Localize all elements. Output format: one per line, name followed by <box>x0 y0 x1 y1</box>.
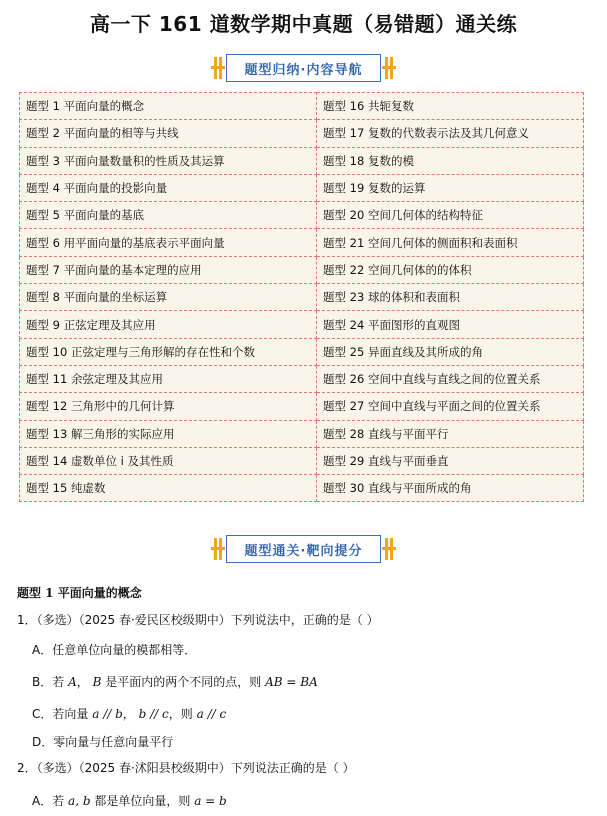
toc-item[interactable]: 题型 28 直线与平面平行 <box>317 420 584 447</box>
toc-item[interactable]: 题型 21 空间几何体的侧面积和表面积 <box>317 229 584 256</box>
q1-c-prefix: C．若向量 <box>32 707 89 721</box>
q1-b-point-b: B <box>92 675 102 689</box>
toc-row <box>20 311 584 338</box>
toc-item[interactable]: 题型 16 共轭复数 <box>317 93 584 120</box>
toc-row <box>20 475 584 502</box>
toc-item[interactable]: 题型 17 复数的代数表示法及其几何意义 <box>317 120 584 147</box>
q1-c-sep: ， <box>122 707 135 721</box>
toc-row <box>20 229 584 256</box>
section-heading: 题型 1 平面向量的概念 <box>17 586 142 600</box>
banner-label: 题型通关·靶向提分 <box>226 535 382 563</box>
q2-a-formula-1: a, b <box>68 794 91 808</box>
q2-a-formula-2: a = b <box>194 794 227 808</box>
q1-b-text: 是平面内的两个不同的点，则 <box>105 675 262 689</box>
toc-item[interactable]: 题型 30 直线与平面所成的角 <box>317 475 584 502</box>
toc-item[interactable]: 题型 13 解三角形的实际应用 <box>20 420 317 447</box>
toc-row <box>20 365 584 392</box>
toc-item[interactable]: 题型 1 平面向量的概念 <box>20 93 317 120</box>
toc-item[interactable]: 题型 5 平面向量的基底 <box>20 202 317 229</box>
toc-item[interactable]: 题型 18 复数的模 <box>317 147 584 174</box>
page-title: 高一下 161 道数学期中真题（易错题）通关练 <box>89 12 518 36</box>
toc-item[interactable]: 题型 19 复数的运算 <box>317 174 584 201</box>
toc-item[interactable]: 题型 23 球的体积和表面积 <box>317 284 584 311</box>
toc-item[interactable]: 题型 14 虚数单位 i 及其性质 <box>20 447 317 474</box>
toc-row <box>20 174 584 201</box>
toc-item[interactable]: 题型 25 异面直线及其所成的角 <box>317 338 584 365</box>
toc-item[interactable]: 题型 4 平面向量的投影向量 <box>20 174 317 201</box>
q1-c-formula-1: a // b <box>92 707 123 721</box>
toc-row <box>20 120 584 147</box>
toc-row <box>20 338 584 365</box>
q1-option-b <box>32 673 318 690</box>
toc-item[interactable]: 题型 3 平面向量数量积的性质及其运算 <box>20 147 317 174</box>
banner-left-ornament <box>214 57 222 79</box>
q1-b-point-a: A <box>68 675 77 689</box>
toc-row <box>20 420 584 447</box>
toc-row <box>20 447 584 474</box>
banner-label: 题型归纳·内容导航 <box>226 54 382 82</box>
q2-a-prefix: A．若 <box>32 794 65 808</box>
q2-a-text: 都是单位向量，则 <box>94 794 191 808</box>
q1-option-a: A．任意单位向量的模都相等． <box>32 643 197 657</box>
banner-right-ornament <box>385 57 393 79</box>
toc-row <box>20 93 584 120</box>
toc-row <box>20 256 584 283</box>
toc-item[interactable]: 题型 22 空间几何体的的体积 <box>317 256 584 283</box>
toc-row <box>20 147 584 174</box>
toc-item[interactable]: 题型 27 空间中直线与平面之间的位置关系 <box>317 393 584 420</box>
toc-item[interactable]: 题型 20 空间几何体的结构特征 <box>317 202 584 229</box>
toc-item[interactable]: 题型 6 用平面向量的基底表示平面向量 <box>20 229 317 256</box>
q1-b-prefix: B．若 <box>32 675 65 689</box>
q1-c-then: ，则 <box>168 707 193 721</box>
q1-option-d: D．零向量与任意向量平行 <box>32 735 174 749</box>
section-banner-practice <box>0 534 607 564</box>
q1-c-formula-2: b // c <box>138 707 169 721</box>
question-2-stem: 2．（多选）（2025 春·沭阳县校级期中）下列说法正确的是（ ） <box>17 761 355 775</box>
toc-item[interactable]: 题型 9 正弦定理及其应用 <box>20 311 317 338</box>
toc-row <box>20 202 584 229</box>
toc-item[interactable]: 题型 29 直线与平面垂直 <box>317 447 584 474</box>
toc-item[interactable]: 题型 7 平面向量的基本定理的应用 <box>20 256 317 283</box>
toc-table <box>19 92 584 502</box>
toc-row <box>20 284 584 311</box>
q1-c-formula-3: a // c <box>196 707 227 721</box>
toc-row <box>20 393 584 420</box>
q1-b-formula: AB = BA <box>265 675 318 689</box>
section-banner-navigation <box>0 53 607 83</box>
q1-option-c <box>32 705 226 722</box>
toc-item[interactable]: 题型 12 三角形中的几何计算 <box>20 393 317 420</box>
banner-left-ornament <box>214 538 222 560</box>
toc-item[interactable]: 题型 2 平面向量的相等与共线 <box>20 120 317 147</box>
toc-item[interactable]: 题型 15 纯虚数 <box>20 475 317 502</box>
toc-item[interactable]: 题型 8 平面向量的坐标运算 <box>20 284 317 311</box>
question-1-stem: 1．（多选）（2025 春·爱民区校级期中）下列说法中，正确的是（ ） <box>17 613 379 627</box>
toc-item[interactable]: 题型 10 正弦定理与三角形解的存在性和个数 <box>20 338 317 365</box>
toc-item[interactable]: 题型 11 余弦定理及其应用 <box>20 365 317 392</box>
toc-item[interactable]: 题型 26 空间中直线与直线之间的位置关系 <box>317 365 584 392</box>
toc-item[interactable]: 题型 24 平面图形的直观图 <box>317 311 584 338</box>
q2-option-a <box>32 792 227 809</box>
banner-right-ornament <box>385 538 393 560</box>
q1-b-sep: ， <box>76 675 89 689</box>
